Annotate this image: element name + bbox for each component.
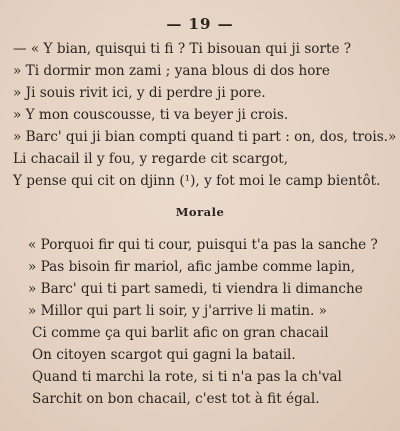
morale-line: Quand ti marchi la rote, si ti n'a pas la ch'val bbox=[32, 369, 342, 385]
morale-line: Ci comme ça qui barlit afic on gran chacail bbox=[32, 325, 329, 341]
verse-line: » Ti dormir mon zami ; yana blous di dos hore bbox=[13, 63, 330, 79]
verse-line: Y pense qui cit on djinn (¹), y fot moi le camp bientôt. bbox=[13, 173, 381, 189]
verse-line: » Y mon couscousse, ti va beyer ji crois. bbox=[13, 107, 289, 123]
verse-line: » Ji souis rivit ici, y di perdre ji pore. bbox=[13, 85, 266, 101]
verse-line: » Barc' qui ji bian compti quand ti part : on, dos, trois.» bbox=[13, 129, 397, 145]
morale-line: « Porquoi fir qui ti cour, puisqui t'a pas la sanche ? bbox=[28, 237, 378, 253]
morale-line: » Pas bisoin fir mariol, afic jambe comme lapin, bbox=[28, 259, 356, 275]
morale-line: Sarchit on bon chacail, c'est tot à fit égal. bbox=[32, 391, 320, 407]
morale-line: » Millor qui part li soir, y j'arrive li matin. » bbox=[28, 303, 327, 319]
morale-line: » Barc' qui ti part samedi, ti viendra li dimanche bbox=[28, 281, 363, 297]
morale-line: On citoyen scargot qui gagni la batail. bbox=[32, 347, 296, 363]
section-title-morale: Morale bbox=[175, 205, 225, 219]
page-number: — 19 — bbox=[166, 15, 234, 33]
verse-line: Li chacail il y fou, y regarde cit scargot, bbox=[13, 151, 289, 167]
verse-line: — « Y bian, quisqui ti fi ? Ti bisouan qui ji sorte ? bbox=[13, 41, 352, 57]
